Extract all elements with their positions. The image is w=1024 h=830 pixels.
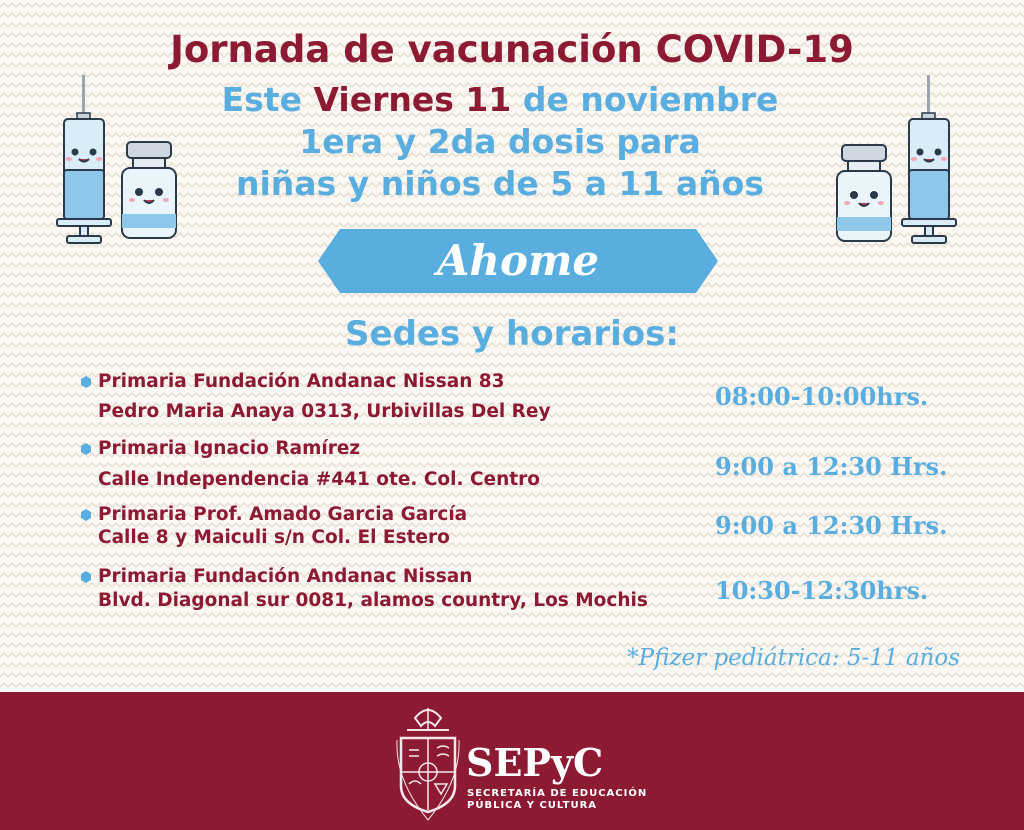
syringe-icon	[55, 75, 113, 245]
syringe-icon	[900, 75, 958, 245]
poster-title: Jornada de vacunación COVID-19	[170, 28, 854, 71]
vaccine-vial-icon	[118, 140, 180, 242]
venue-name: Primaria Ignacio Ramírez	[98, 438, 361, 459]
brand-name: SEPyC	[466, 740, 604, 785]
location-banner	[318, 229, 718, 293]
venue-time: 08:00-10:00hrs.	[715, 382, 929, 411]
date-prefix: Este	[221, 80, 302, 119]
dose-line: 1era y 2da dosis para	[299, 122, 701, 161]
hexagon-bullet-icon	[80, 376, 92, 388]
hexagon-bullet-icon	[80, 571, 92, 583]
location-label: Ahome	[436, 236, 600, 285]
brand-subtitle-1: SECRETARÍA DE EDUCACIÓN	[467, 788, 648, 799]
venue-name: Primaria Prof. Amado Garcia García	[98, 504, 468, 525]
hexagon-bullet-icon	[80, 443, 92, 455]
vaccine-note: *Pfizer pediátrica: 5-11 años	[627, 645, 960, 671]
hexagon-bullet-icon	[80, 509, 92, 521]
venue-name: Primaria Fundación Andanac Nissan 83	[98, 371, 505, 392]
date-day: Viernes 11	[313, 80, 512, 119]
venue-time: 9:00 a 12:30 Hrs.	[715, 452, 948, 481]
venue-address: Blvd. Diagonal sur 0081, alamos country, Los Mochis	[98, 590, 648, 611]
date-suffix: de noviembre	[522, 80, 779, 119]
age-line: niñas y niños de 5 a 11 años	[236, 164, 764, 203]
venue-name: Primaria Fundación Andanac Nissan	[98, 566, 473, 587]
venue-address: Calle Independencia #441 ote. Col. Centro	[98, 469, 540, 490]
date-line	[0, 80, 1000, 119]
section-title: Sedes y horarios:	[345, 314, 679, 354]
venue-time: 9:00 a 12:30 Hrs.	[715, 511, 948, 540]
venue-address: Pedro Maria Anaya 0313, Urbivillas Del Rey	[98, 401, 551, 422]
venue-time: 10:30-12:30hrs.	[715, 576, 929, 605]
footer	[0, 692, 1024, 830]
vaccine-vial-icon	[833, 143, 895, 245]
venue-address: Calle 8 y Maiculi s/n Col. El Estero	[98, 527, 450, 548]
state-seal-icon	[395, 700, 461, 822]
brand-subtitle-2: PÚBLICA Y CULTURA	[467, 800, 598, 811]
